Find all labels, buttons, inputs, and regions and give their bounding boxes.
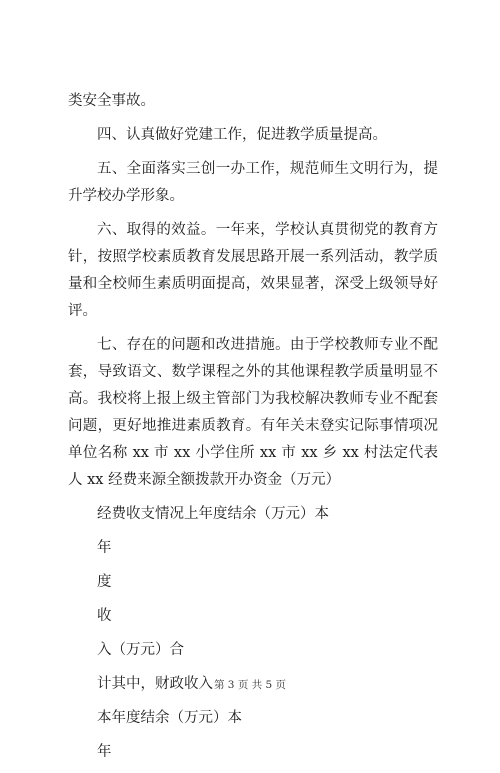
table-fragment-line: 入（万元）合 — [97, 642, 184, 658]
table-fragment-line: 本年度结余（万元）本 — [97, 710, 242, 726]
table-fragment-line: 经费收支情况上年度结余（万元）本 — [97, 506, 329, 522]
paragraph-continuation: 类安全事故。 — [68, 93, 155, 109]
table-fragment-line: 度 — [97, 574, 112, 590]
paragraph-school-image: 五、全面落实三创一办工作，规范师生文明行为，提升学校办学形象。 — [68, 161, 438, 204]
paragraph-problems-measures: 七、存在的问题和改进措施。由于学校教师专业不配套，导致语文、数学课程之外的其他课程教学质量明显不高。我校将上报上级主管部门为我校解决教师专业不配套问题，更好地推进素质教育。有年关末登实记际事情项况单位名称 xx 市 xx 小学住所 xx 市 xx 乡 xx 村法定代表人 xx 经费来源全额拨款开办资金（万元） — [68, 337, 438, 488]
paragraph-benefits: 六、取得的效益。一年来，学校认真贯彻党的教育方针，按照学校素质教育发展思路开展一系列活动，教学质量和全校师生素质明面提高，效果显著，深受上级领导好评。 — [68, 222, 438, 319]
table-fragment-line: 年 — [97, 744, 112, 760]
table-fragment-line: 年 — [97, 540, 112, 556]
page-footer — [0, 677, 500, 692]
document-body — [68, 88, 438, 773]
table-fragment-line: 收 — [97, 608, 112, 624]
page-number-label: 第 3 页 共 5 页 — [213, 679, 287, 691]
paragraph-party-building: 四、认真做好党建工作，促进教学质量提高。 — [97, 127, 387, 143]
table-fragment-line: 计其中，财政收入 — [97, 676, 213, 692]
